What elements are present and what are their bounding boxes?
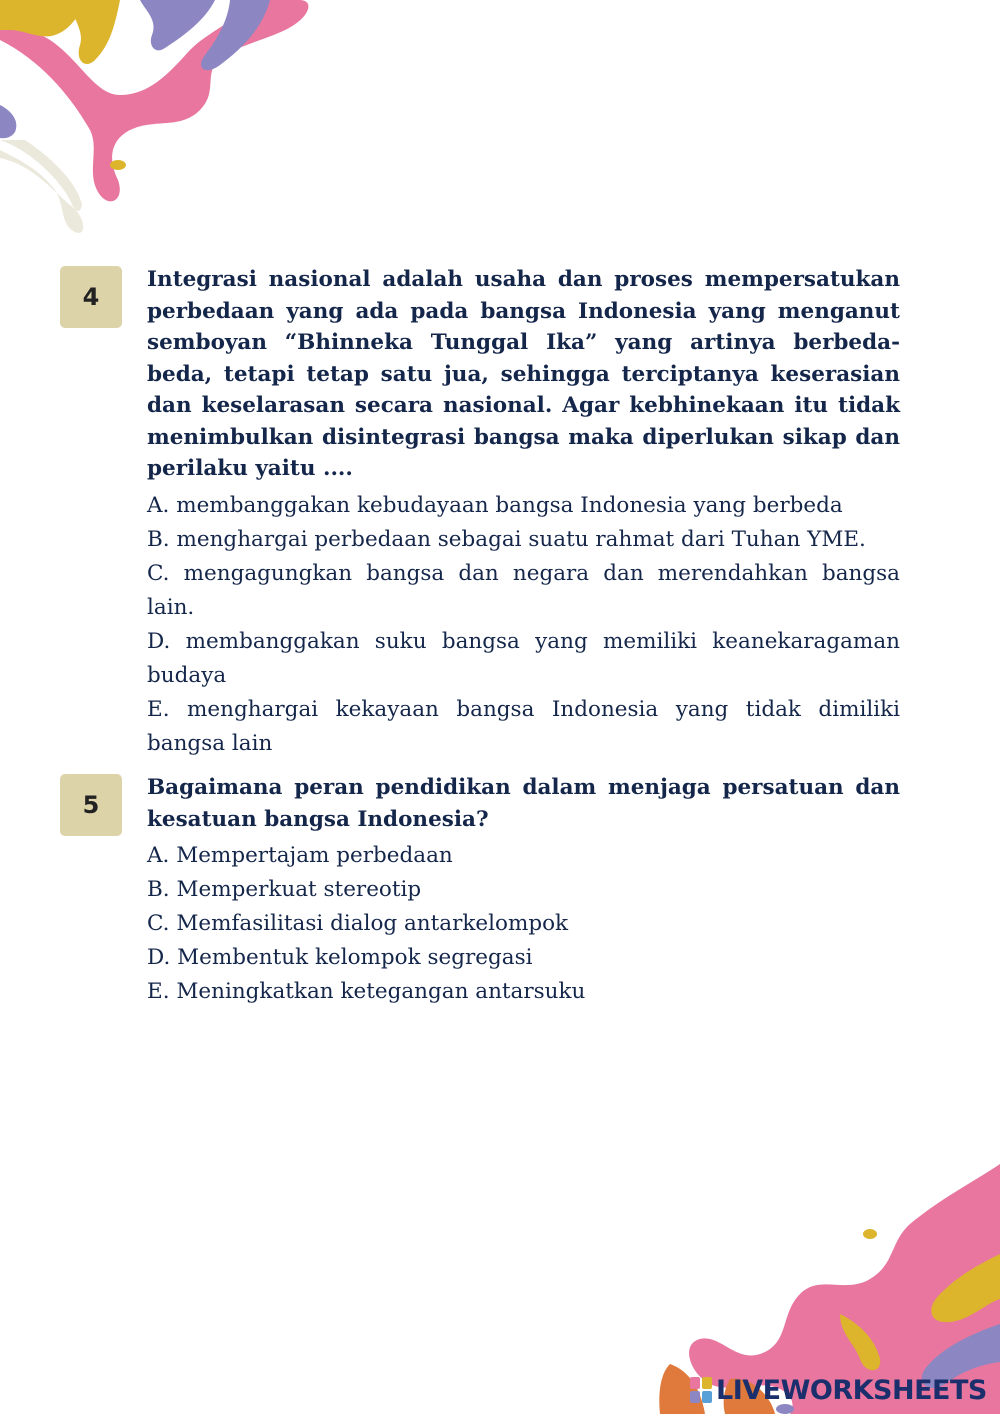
option-b[interactable]: B. menghargai perbedaan sebagai suatu rahmat dari Tuhan YME. [147, 526, 866, 552]
option-b[interactable]: B. Memperkuat stereotip [147, 877, 422, 902]
question-text: Bagaimana peran pendidikan dalam menjaga persatuan dan kesatuan bangsa Indonesia? [147, 775, 900, 832]
question-text: Integrasi nasional adalah usaha dan proses mempersatukan perbedaan yang ada pada bangsa Indonesia yang menganut semboyan “Bhinneka Tunggal Ika” yang artinya berbeda-beda, tetapi tetap satu jua, sehingga terciptanya keserasian dan keselarasan secara nasional. Agar kebhinekaan itu tidak menimbulkan disintegrasi bangsa maka diperlukan sikap dan perilaku yaitu .... [147, 267, 900, 481]
question-number-badge: 4 [60, 266, 122, 328]
question-5 [60, 772, 900, 1009]
option-a[interactable]: A. membanggakan kebudayaan bangsa Indonesia yang berbeda [147, 492, 843, 518]
answer-options [147, 489, 900, 761]
option-d[interactable]: D. Membentuk kelompok segregasi [147, 945, 533, 970]
decorative-blob-top-left [0, 0, 340, 250]
option-e[interactable]: E. Meningkatkan ketegangan antarsuku [147, 979, 586, 1004]
liveworksheets-logo[interactable] [690, 1374, 987, 1406]
answer-options [147, 839, 900, 1009]
question-body [147, 772, 900, 1009]
option-c[interactable]: C. Memfasilitasi dialog antarkelompok [147, 911, 569, 936]
question-4 [60, 264, 900, 761]
option-e[interactable]: E. menghargai kekayaan bangsa Indonesia yang tidak dimiliki bangsa lain [147, 696, 900, 756]
question-body [147, 264, 900, 761]
option-c[interactable]: C. mengagungkan bangsa dan negara dan merendahkan bangsa lain. [147, 560, 900, 620]
option-a[interactable]: A. Mempertajam perbedaan [147, 843, 453, 868]
liveworksheets-logo-icon [690, 1377, 712, 1403]
option-d[interactable]: D. membanggakan suku bangsa yang memiliki keanekaragaman budaya [147, 628, 900, 688]
question-number-badge: 5 [60, 774, 122, 836]
logo-text: LIVEWORKSHEETS [716, 1374, 987, 1406]
